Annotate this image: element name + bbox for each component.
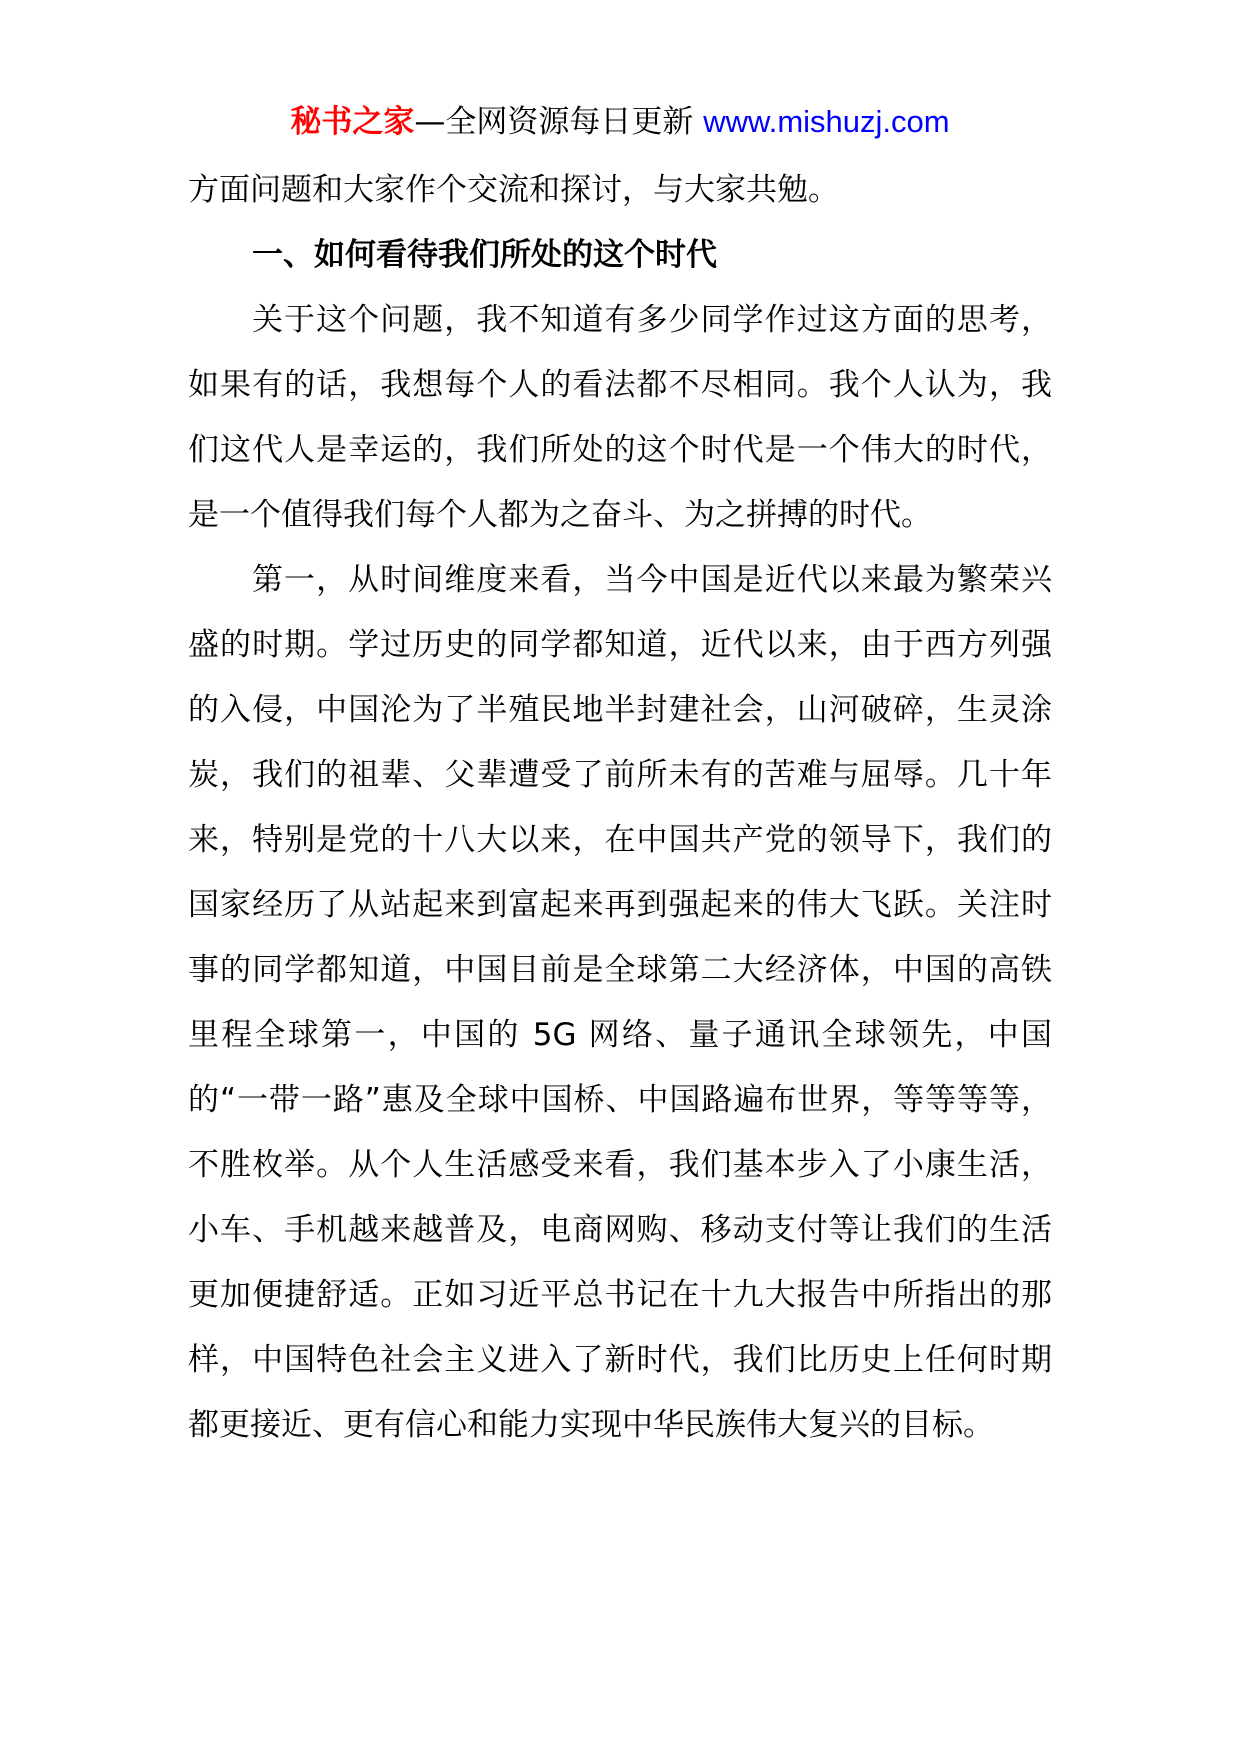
brand-name: 秘书之家 xyxy=(290,104,415,140)
site-url-link[interactable]: www.mishuzj.com xyxy=(703,104,950,139)
page-header xyxy=(0,100,1240,144)
paragraph: 关于这个问题，我不知道有多少同学作过这方面的思考，如果有的话，我想每个人的看法都不尽相同。我个人认为，我们这代人是幸运的，我们所处的这个时代是一个伟大的时代，是一个值得我们每个人都为之奋斗、为之拼搏的时代。 xyxy=(188,302,1052,533)
document-body xyxy=(188,158,1052,1458)
paragraph-continuation: 方面问题和大家作个交流和探讨，与大家共勉。 xyxy=(188,172,839,208)
paragraph: 第一，从时间维度来看，当今中国是近代以来最为繁荣兴盛的时期。学过历史的同学都知道，近代以来，由于西方列强的入侵，中国沦为了半殖民地半封建社会，山河破碎，生灵涂炭，我们的祖辈、父辈遭受了前所未有的苦难与屈辱。几十年来，特别是党的十八大以来，在中国共产党的领导下，我们的国家经历了从站起来到富起来再到强起来的伟大飞跃。关注时事的同学都知道，中国目前是全球第二大经济体，中国的高铁里程全球第一，中国的 5G 网络、量子通讯全球领先，中国的“一带一路”惠及全球中国桥、中国路遍布世界，等等等等，不胜枚举。从个人生活感受来看，我们基本步入了小康生活，小车、手机越来越普及，电商网购、移动支付等让我们的生活更加便捷舒适。正如习近平总书记在十九大报告中所指出的那样，中国特色社会主义进入了新时代，我们比历史上任何时期都更接近、更有信心和能力实现中华民族伟大复兴的目标。 xyxy=(188,562,1052,1443)
section-heading: 一、如何看待我们所处的这个时代 xyxy=(252,237,717,273)
header-tagline: —全网资源每日更新 xyxy=(414,104,694,140)
